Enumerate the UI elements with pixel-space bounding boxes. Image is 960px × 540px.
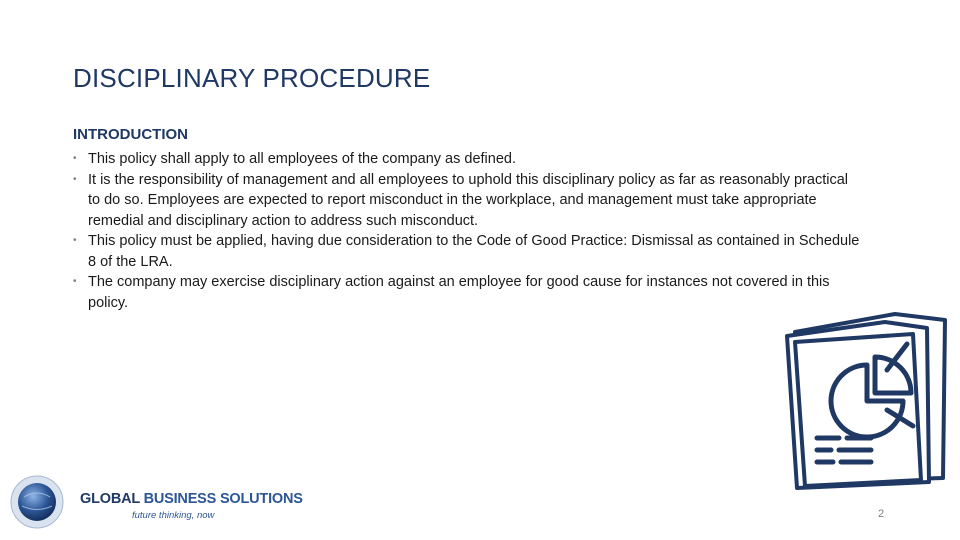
bullet-list <box>73 149 863 313</box>
report-document-pie-chart-icon <box>775 310 950 490</box>
logo-company-name <box>80 491 303 507</box>
logo-name-part2: BUSINESS SOLUTIONS <box>143 491 303 507</box>
company-logo <box>10 475 303 530</box>
bullet-item: • This policy shall apply to all employees of the company as defined. <box>73 149 863 170</box>
logo-name-part1: GLOBAL <box>80 491 144 507</box>
section-heading: INTRODUCTION <box>73 126 188 143</box>
globe-logo-icon <box>10 475 64 529</box>
slide-title: DISCIPLINARY PROCEDURE <box>73 63 431 93</box>
bullet-item: • This policy must be applied, having due consideration to the Code of Good Practice: Dismissal as contained in Schedule 8 of the LRA. <box>73 231 863 272</box>
page-number: 2 <box>878 508 885 520</box>
bullet-item: • The company may exercise disciplinary action against an employee for good cause for instances not covered in this policy. <box>73 272 863 313</box>
bullet-item: • It is the responsibility of management and all employees to uphold this disciplinary policy as far as reasonably practical to do so. Employees are expected to report misconduct in the workplace, and management must take appropriate remedial and disciplinary action to address such misconduct. <box>73 170 863 232</box>
logo-tagline: future thinking, now <box>132 510 215 521</box>
